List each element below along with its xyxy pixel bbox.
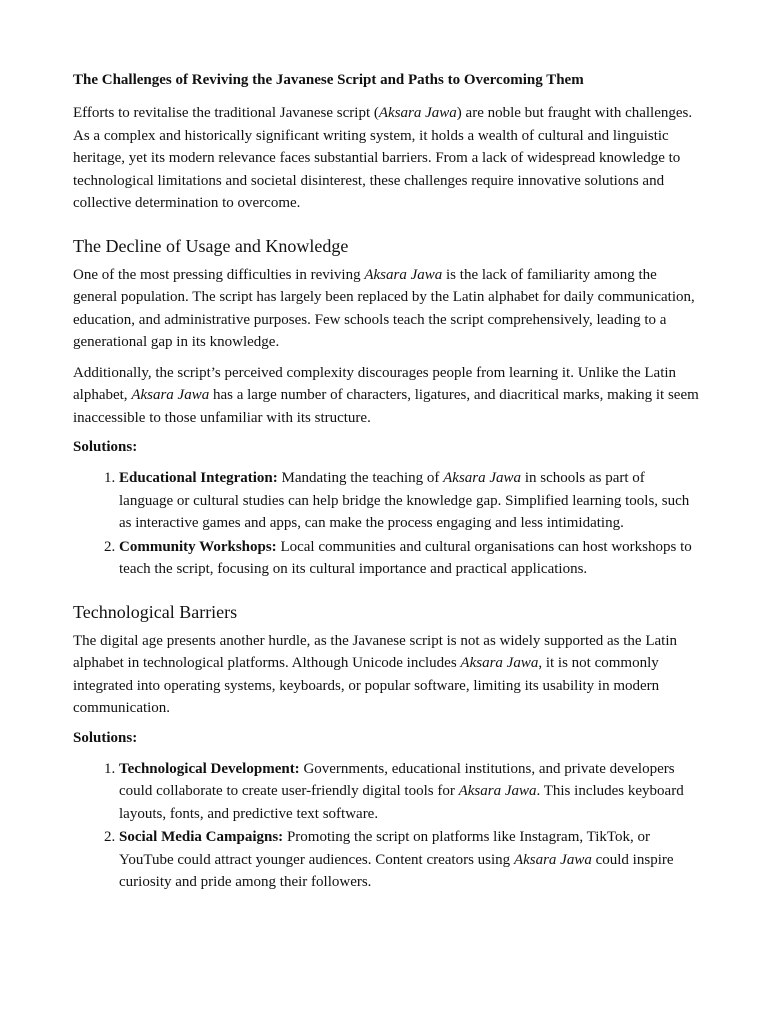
intro-text-2: ) are noble but fraught with challenges. As a complex and historically significant writing system, it holds a wealth of cultural and linguistic heritage, yet its modern relevance faces substantial barriers. From a lack of widespread knowledge to technological limitations and societal disinterest, these challenges require innovative solutions and collective determination to overcome. bbox=[73, 105, 693, 211]
tech-p1-text-2: , it is not commonly integrated into operating systems, keyboards, or popular software, limiting its usability in modern communication. bbox=[73, 655, 660, 716]
decline-paragraph-1 bbox=[73, 264, 700, 354]
list-item-label: Educational Integration: bbox=[119, 470, 278, 486]
list-item-text: Mandating the teaching of bbox=[277, 470, 444, 486]
technological-paragraph-1 bbox=[73, 630, 700, 720]
tech-p1-italic-term: Aksara Jawa bbox=[460, 655, 539, 671]
decline-p1-text-2: is the lack of familiarity among the general population. The script has largely been replaced by the Latin alphabet for daily communication, education, and administrative purposes. Few schools teach the script comprehensively, leading to a generational gap in its knowledge. bbox=[73, 266, 695, 350]
decline-p1-italic-term: Aksara Jawa bbox=[364, 266, 443, 283]
decline-p2-text-1: Additionally, the script’s perceived complexity discourages people from learning it. Unlike the Latin alphabet, bbox=[73, 364, 677, 403]
decline-paragraph-2 bbox=[73, 362, 700, 430]
list-item-text: Governments, educational institutions, and private developers could collaborate to create user-friendly digital tools for bbox=[119, 760, 675, 799]
solutions-label-technological: Solutions: bbox=[73, 729, 138, 746]
list-item bbox=[119, 826, 700, 894]
list-item-text: in schools as part of language or cultural studies can help bridge the knowledge gap. Simplified learning tools, such as interactive games and apps, can make the process engaging and less intimidating. bbox=[119, 470, 690, 531]
decline-p2-text-2: has a large number of characters, ligatures, and diacritical marks, making it seem inaccessible to those unfamiliar with its structure. bbox=[73, 387, 699, 426]
list-item-label: Technological Development: bbox=[119, 760, 300, 777]
list-item-italic-term: Aksara Jawa bbox=[513, 851, 592, 868]
list-item-text: could inspire curiosity and pride among their followers. bbox=[119, 851, 674, 890]
list-item bbox=[119, 536, 700, 581]
section-heading-decline: The Decline of Usage and Knowledge bbox=[73, 235, 349, 256]
intro-italic-term: Aksara Jawa bbox=[378, 105, 457, 121]
list-item-label: Community Workshops: bbox=[119, 538, 277, 555]
list-item-text: Local communities and cultural organisations can host workshops to teach the script, focusing on its cultural importance and practical applications. bbox=[119, 538, 692, 577]
solutions-list-technological bbox=[73, 758, 700, 894]
list-item bbox=[119, 758, 700, 826]
tech-p1-text-1: The digital age presents another hurdle, as the Javanese script is not as widely supported as the Latin alphabet in technological platforms. Although Unicode includes bbox=[73, 632, 677, 671]
list-item-italic-term: Aksara Jawa bbox=[458, 783, 537, 799]
section-heading-technological: Technological Barriers bbox=[73, 601, 238, 622]
decline-p2-italic-term: Aksara Jawa bbox=[131, 387, 210, 403]
list-item-italic-term: Aksara Jawa bbox=[443, 470, 522, 486]
list-item bbox=[119, 467, 700, 535]
solutions-label-decline: Solutions: bbox=[73, 439, 138, 455]
decline-p1-text-1: One of the most pressing difficulties in reviving bbox=[73, 266, 365, 283]
list-item-text: Promoting the script on platforms like Instagram, TikTok, or YouTube could attract younger audiences. Content creators using bbox=[119, 829, 651, 868]
intro-paragraph bbox=[73, 102, 700, 215]
list-item-text: . This includes keyboard layouts, fonts, and predictive text software. bbox=[119, 783, 684, 822]
intro-text-1: Efforts to revitalise the traditional Javanese script ( bbox=[73, 105, 379, 121]
list-item-label: Social Media Campaigns: bbox=[119, 829, 284, 845]
solutions-list-decline bbox=[73, 467, 700, 581]
document-title: The Challenges of Reviving the Javanese Script and Paths to Overcoming Them bbox=[73, 72, 584, 88]
